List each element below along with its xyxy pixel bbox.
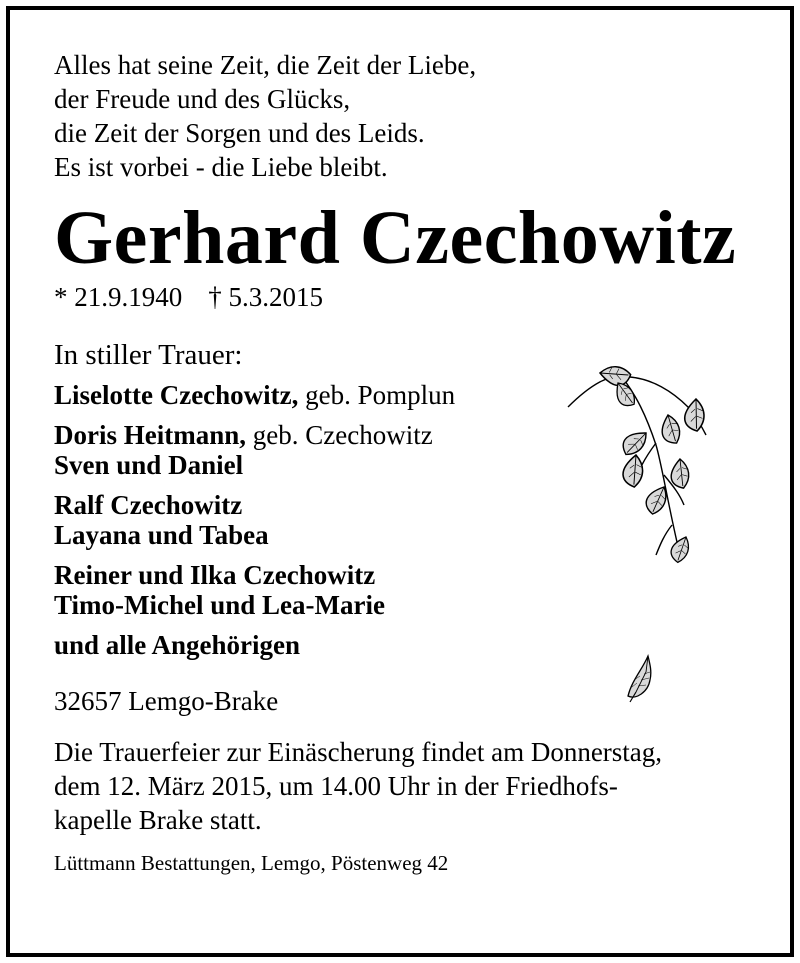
family-member-name: Ralf Czechowitz: [54, 490, 243, 520]
ceremony-line: Die Trauerfeier zur Einäscherung findet am Donnerstag,: [54, 737, 663, 767]
death-date: † 5.3.2015: [208, 282, 323, 312]
poem-line: die Zeit der Sorgen und des Leids.: [54, 118, 425, 148]
family-member-name: Reiner und Ilka Czechowitz: [54, 560, 376, 590]
deceased-name: Gerhard Czechowitz: [54, 196, 737, 280]
birch-branch-icon: [560, 355, 730, 595]
ceremony-line: dem 12. März 2015, um 14.00 Uhr in der Friedhofs-: [54, 771, 618, 801]
family-member-name: Liselotte Czechowitz,: [54, 380, 299, 410]
family-children: Sven und Daniel: [54, 450, 244, 480]
family-member-name: und alle Angehörigen: [54, 630, 301, 660]
poem-line: Alles hat seine Zeit, die Zeit der Liebe,: [54, 50, 477, 80]
place: 32657 Lemgo-Brake: [54, 686, 279, 716]
falling-leaf-icon: [618, 652, 668, 712]
ceremony-line: kapelle Brake statt.: [54, 805, 262, 835]
family-children: Layana und Tabea: [54, 520, 269, 550]
mourning-heading: In stiller Trauer:: [54, 339, 243, 371]
family-member-maiden-name: geb. Pomplun: [298, 380, 456, 410]
ceremony-text: [54, 735, 754, 837]
family-children: Timo-Michel und Lea-Marie: [54, 590, 385, 620]
poem-line: Es ist vorbei - die Liebe bleibt.: [54, 152, 388, 182]
poem-line: der Freude und des Glücks,: [54, 84, 351, 114]
birth-date: * 21.9.1940: [54, 282, 183, 312]
family-member-maiden-name: geb. Czechowitz: [246, 420, 433, 450]
undertaker: Lüttmann Bestattungen, Lemgo, Pöstenweg 42: [54, 851, 449, 875]
life-dates: [54, 282, 754, 313]
poem: [54, 48, 754, 184]
family-member-name: Doris Heitmann,: [54, 420, 246, 450]
